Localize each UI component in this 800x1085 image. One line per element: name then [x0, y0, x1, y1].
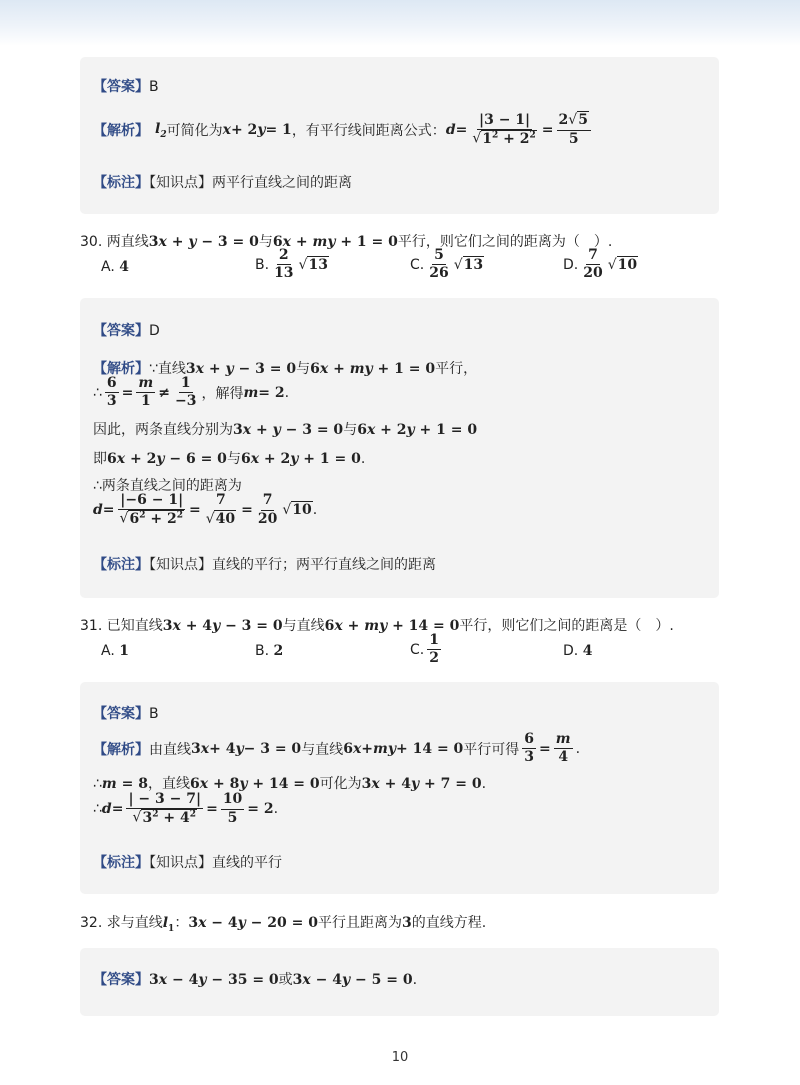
analysis-text: 因此，两条直线分别为: [93, 422, 233, 438]
option-label: A.: [101, 643, 115, 659]
option-value: 1: [119, 643, 129, 659]
question-text: 两直线: [106, 234, 149, 250]
analysis-text: ∴: [93, 384, 102, 401]
question-text: 的直线方程.: [411, 915, 487, 931]
answer-box-29: [80, 57, 719, 214]
math-fraction: $\frac{1}{2}$: [429, 632, 439, 667]
math-fraction: $\frac{2}{13}$: [274, 247, 294, 282]
option-value: 4: [582, 643, 593, 659]
analysis-text: ∴: [93, 776, 102, 792]
option-label: C.: [410, 256, 425, 273]
math: d: [445, 122, 456, 139]
analysis-text: 与: [343, 422, 358, 438]
option-c[interactable]: C. $\frac{5}{26}$ √13: [410, 247, 484, 282]
analysis-line-4: 即6x + 2y − 6 = 0与6x + 2y + 1 = 0.: [93, 451, 366, 467]
answer-value: B: [149, 79, 159, 95]
question-32: 32. 求与直线$l_1$：3x − 4y − 20 = 0平行且距离为3的直线方程.: [80, 915, 487, 934]
option-label: D.: [563, 643, 579, 659]
option-d[interactable]: [563, 643, 592, 659]
note-line: [93, 554, 436, 574]
analysis-text: 与直线: [301, 741, 344, 758]
question-text: 平行，则它们之间的距离为（ ）.: [397, 234, 613, 250]
analysis-text: 可化为: [319, 776, 362, 792]
option-value: 4: [119, 259, 129, 275]
math: $l_2$: [155, 120, 167, 140]
analysis-text: 即: [93, 451, 107, 467]
question-30: 30. 两直线3x + y − 3 = 0与6x + my + 1 = 0平行，则它们之间的距离为（ ）.: [80, 234, 613, 250]
note-tag: 【标注】: [93, 855, 149, 871]
answer-tag: 【答案】: [93, 972, 149, 988]
question-text: 求与直线: [106, 915, 163, 931]
math-fraction: $\frac{m}{4}$: [555, 731, 571, 766]
question-text: 3: [401, 915, 412, 931]
math-fraction: $\frac{5}{26}$: [429, 247, 449, 282]
math-fraction: $\frac{|-6 - 1|}{√6^2 + 2^2}$: [119, 492, 184, 528]
analysis-line-3: ∴ d = $\frac{| - 3 - 7|}{√3^2 + 4^2}$ = $\frac{10}{5}$ = 2 .: [93, 791, 279, 827]
question-number: 32.: [80, 915, 103, 931]
question-text: 与直线: [282, 618, 325, 634]
analysis-text: 由直线: [149, 741, 191, 758]
analysis-tag: 【解析】: [93, 361, 149, 377]
option-d[interactable]: D. $\frac{7}{20}$ √10: [563, 247, 638, 282]
note-text: 【知识点】直线的平行: [149, 855, 282, 871]
question-number: 30.: [80, 234, 103, 250]
note-text: 【知识点】直线的平行；两平行直线之间的距离: [149, 557, 436, 573]
option-a[interactable]: [101, 643, 129, 659]
analysis-line-3: 因此，两条直线分别为3x + y − 3 = 0与6x + 2y + 1 = 0: [93, 422, 478, 438]
analysis-text: ∴: [93, 801, 102, 818]
math-fraction: $\frac{m}{1}$: [138, 375, 154, 410]
analysis-text: ∵直线: [149, 361, 186, 377]
analysis-text: 可简化为: [166, 123, 223, 140]
question-text: 平行，则它们之间的距离是（ ）.: [459, 618, 674, 634]
answer-line: [93, 320, 160, 340]
answer-box-30: [80, 298, 719, 598]
answer-tag: 【答案】: [93, 79, 149, 95]
note-tag: 【标注】: [93, 175, 149, 191]
analysis-line: 【解析】 $l_2$ 可简化为 x + 2 y = 1 ，有平行线间距离公式： d = $\frac{|3 - 1|}{√1^2 + 2^2}$ = $\frac{2√5}{5}$: [93, 113, 594, 147]
analysis-text: ，直线: [147, 776, 190, 792]
analysis-line-2: ∴m = 8，直线6x + 8y + 14 = 0可化为3x + 4y + 7 = 0.: [93, 776, 487, 792]
analysis-tag: 【解析】: [93, 123, 149, 140]
analysis-tag: 【解析】: [93, 741, 149, 758]
math-fraction: $\frac{6}{3}$: [106, 375, 117, 410]
analysis-text: ∴两条直线之间的距离为: [93, 478, 242, 494]
answer-text: 或: [278, 972, 293, 988]
analysis-line-6: d = $\frac{|-6 - 1|}{√6^2 + 2^2}$ = $\frac{7}{√40}$ = $\frac{7}{20}$ √10 .: [93, 492, 318, 528]
answer-line: 【答案】3x − 4y − 35 = 0或3x − 4y − 5 = 0.: [93, 972, 418, 988]
analysis-text: 与: [296, 361, 311, 377]
answer-tag: 【答案】: [93, 706, 149, 722]
math-fraction: $\frac{1}{-3}$: [174, 375, 197, 410]
math-fraction: $\frac{7}{20}$: [257, 492, 278, 527]
analysis-line-1: 【解析】 由直线 3 x + 4 y − 3 = 0 与直线 6 x + my + 14 = 0 平行可得 $\frac{6}{3}$ = $\frac{m}{4}$ .: [93, 731, 581, 766]
answer-tag: 【答案】: [93, 323, 149, 339]
analysis-text: 与: [226, 451, 241, 467]
analysis-text: ，有平行线间距离公式：: [291, 123, 446, 140]
page-header-band: [0, 0, 800, 46]
note-tag: 【标注】: [93, 557, 149, 573]
analysis-text: 平行可得: [463, 741, 520, 758]
note-line: [93, 852, 282, 872]
question-number: 31.: [80, 618, 103, 634]
option-label: D.: [563, 256, 579, 273]
option-b[interactable]: B. $\frac{2}{13}$ √13: [255, 247, 328, 282]
answer-value: D: [149, 323, 160, 339]
option-a[interactable]: [101, 259, 129, 275]
analysis-text: ，解得: [201, 385, 244, 402]
option-label: A.: [101, 259, 115, 275]
option-label: C.: [410, 641, 425, 658]
math-fraction: $\frac{10}{5}$: [222, 791, 243, 826]
option-label: B.: [255, 256, 270, 273]
option-c[interactable]: [410, 633, 444, 667]
answer-value: B: [149, 706, 159, 722]
analysis-line-2: ∴ $\frac{6}{3}$ = $\frac{m}{1}$ ≠ $\frac{1}{-3}$ ，解得 m = 2 .: [93, 375, 290, 410]
answer-box-31: [80, 682, 719, 894]
math-fraction: $\frac{|3 - 1|}{√1^2 + 2^2}$: [472, 112, 536, 148]
analysis-line-1: 【解析】∵直线3x + y − 3 = 0与6x + my + 1 = 0平行，: [93, 361, 478, 377]
answer-line: [93, 703, 159, 723]
math-fraction: $\frac{7}{20}$: [583, 247, 603, 282]
answer-box-32: [80, 948, 719, 1016]
question-text: 平行且距离为: [317, 915, 402, 931]
page-number: 10: [391, 1050, 409, 1065]
note-text: 【知识点】两平行直线之间的距离: [149, 175, 352, 191]
math: x: [222, 122, 231, 139]
question-text: 与: [258, 234, 273, 250]
option-b[interactable]: [255, 643, 283, 659]
math-fraction: $\frac{6}{3}$: [524, 731, 535, 766]
option-value: 2: [273, 643, 284, 659]
note-line: [93, 172, 352, 192]
math-fraction: $\frac{7}{√40}$: [205, 492, 236, 527]
math-fraction: $\frac{2√5}{5}$: [557, 113, 591, 147]
question-text: 已知直线: [106, 618, 163, 634]
analysis-text: 平行，: [435, 361, 478, 377]
answer-line: [93, 76, 159, 96]
option-label: B.: [255, 643, 270, 659]
math-fraction: $\frac{| - 3 - 7|}{√3^2 + 4^2}$: [128, 791, 202, 827]
question-31: 31. 已知直线3x + 4y − 3 = 0与直线6x + my + 14 = 0平行，则它们之间的距离是（ ）.: [80, 618, 674, 634]
